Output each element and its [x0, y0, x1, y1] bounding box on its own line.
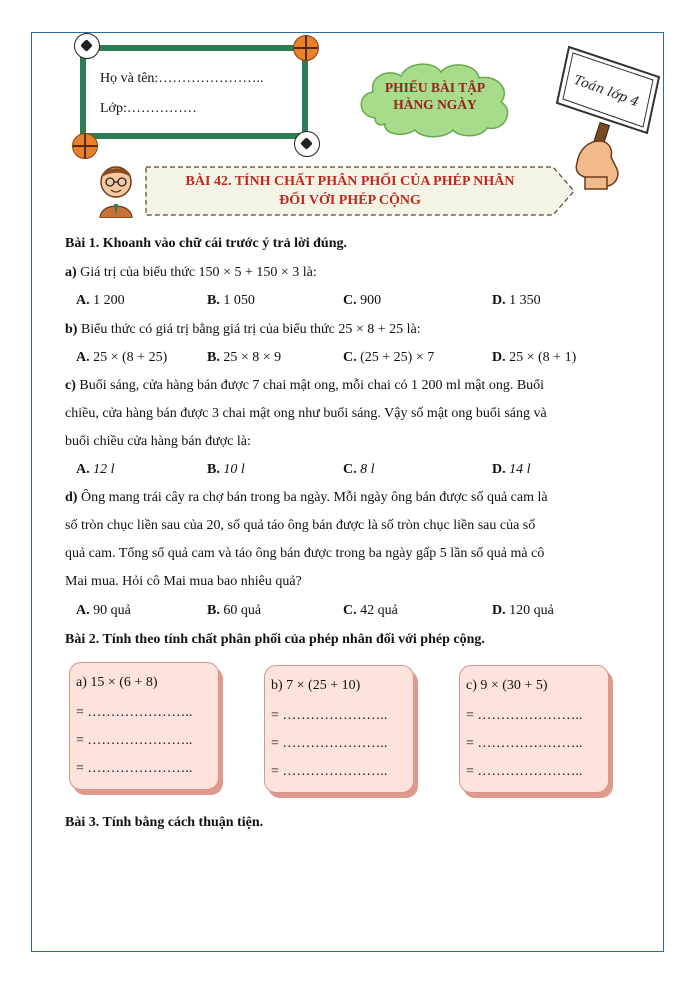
- question-d-line-4: Mai mua. Hỏi cô Mai mua bao nhiêu quả?: [65, 574, 302, 589]
- soccer-ball-icon: [294, 131, 320, 157]
- question-a: a) Giá trị của biểu thức 150 × 5 + 150 × 3 là:: [65, 265, 317, 280]
- option-c-A[interactable]: A. 12 l: [76, 462, 115, 477]
- worksheet-title: PHIẾU BÀI TẬP HÀNG NGÀY: [384, 80, 486, 112]
- calc-card-c[interactable]: [459, 665, 609, 793]
- question-c-line-3: buổi chiều cửa hàng bán được là:: [65, 434, 251, 449]
- soccer-ball-icon: [74, 33, 100, 59]
- answer-line[interactable]: = …………………..: [76, 733, 193, 748]
- card-expression: c) 9 × (30 + 5): [466, 678, 548, 693]
- option-c-D[interactable]: D. 14 l: [492, 462, 531, 477]
- exercise-3-title: Bài 3. Tính bằng cách thuận tiện.: [65, 815, 264, 830]
- class-field[interactable]: Lớp:……………: [100, 101, 197, 116]
- option-d-A[interactable]: A. 90 quả: [76, 603, 131, 618]
- option-a-B[interactable]: B. 1 050: [207, 293, 255, 308]
- answer-line[interactable]: = …………………..: [76, 705, 193, 720]
- answer-line[interactable]: = …………………..: [271, 764, 388, 779]
- option-a-A[interactable]: A. 1 200: [76, 293, 125, 308]
- calc-card-b[interactable]: [264, 665, 414, 793]
- basketball-icon: [293, 35, 319, 61]
- question-c-line-2: chiều, cửa hàng bán được 3 chai mật ong như buổi sáng. Vậy số mật ong buổi sáng và: [65, 406, 547, 421]
- question-b: b) Biểu thức có giá trị bằng giá trị của biểu thức 25 × 8 + 25 là:: [65, 322, 421, 337]
- basketball-icon: [72, 133, 98, 159]
- option-d-B[interactable]: B. 60 quả: [207, 603, 262, 618]
- boy-icon: [92, 162, 140, 218]
- option-b-D[interactable]: D. 25 × (8 + 1): [492, 350, 577, 365]
- answer-line[interactable]: = …………………..: [466, 708, 583, 723]
- question-d-line-3: quả cam. Tổng số quả cam và táo ông bán được trong ba ngày gấp 5 lần số quả mà cô: [65, 546, 545, 561]
- option-c-B[interactable]: B. 10 l: [207, 462, 245, 477]
- answer-line[interactable]: = …………………..: [466, 736, 583, 751]
- option-d-D[interactable]: D. 120 quả: [492, 603, 554, 618]
- option-a-D[interactable]: D. 1 350: [492, 293, 541, 308]
- exercise-2-title: Bài 2. Tính theo tính chất phân phối của phép nhân đối với phép cộng.: [65, 632, 485, 647]
- answer-line[interactable]: = …………………..: [271, 736, 388, 751]
- answer-line[interactable]: = …………………..: [76, 761, 193, 776]
- answer-line[interactable]: = …………………..: [466, 764, 583, 779]
- card-expression: b) 7 × (25 + 10): [271, 678, 361, 693]
- lesson-title: BÀI 42. TÍNH CHẤT PHÂN PHỐI CỦA PHÉP NHÂN ĐỐI VỚI PHÉP CỘNG: [185, 174, 515, 208]
- option-b-A[interactable]: A. 25 × (8 + 25): [76, 350, 168, 365]
- question-d-line-1: d) Ông mang trái cây ra chợ bán trong ba ngày. Mỗi ngày ông bán được số quả cam là: [65, 490, 548, 505]
- name-field[interactable]: Họ và tên:…………………..: [100, 71, 264, 86]
- option-c-C[interactable]: C. 8 l: [343, 462, 375, 477]
- answer-line[interactable]: = …………………..: [271, 708, 388, 723]
- exercise-1-title: Bài 1. Khoanh vào chữ cái trước ý trả lời đúng.: [65, 236, 347, 251]
- option-a-C[interactable]: C. 900: [343, 293, 382, 308]
- question-c-line-1: c) Buổi sáng, cửa hàng bán được 7 chai mật ong, mỗi chai có 1 200 ml mật ong. Buổi: [65, 378, 545, 393]
- calc-card-a[interactable]: [69, 662, 219, 790]
- option-b-B[interactable]: B. 25 × 8 × 9: [207, 350, 282, 365]
- student-info-box: [80, 45, 308, 139]
- question-d-line-2: số tròn chục liền sau của 20, số quả táo ông bán được là số tròn chục liền sau của số: [65, 518, 536, 533]
- card-expression: a) 15 × (6 + 8): [76, 675, 158, 690]
- option-b-C[interactable]: C. (25 + 25) × 7: [343, 350, 435, 365]
- option-d-C[interactable]: C. 42 quả: [343, 603, 398, 618]
- sign-label: Toán lớp 4: [571, 72, 641, 111]
